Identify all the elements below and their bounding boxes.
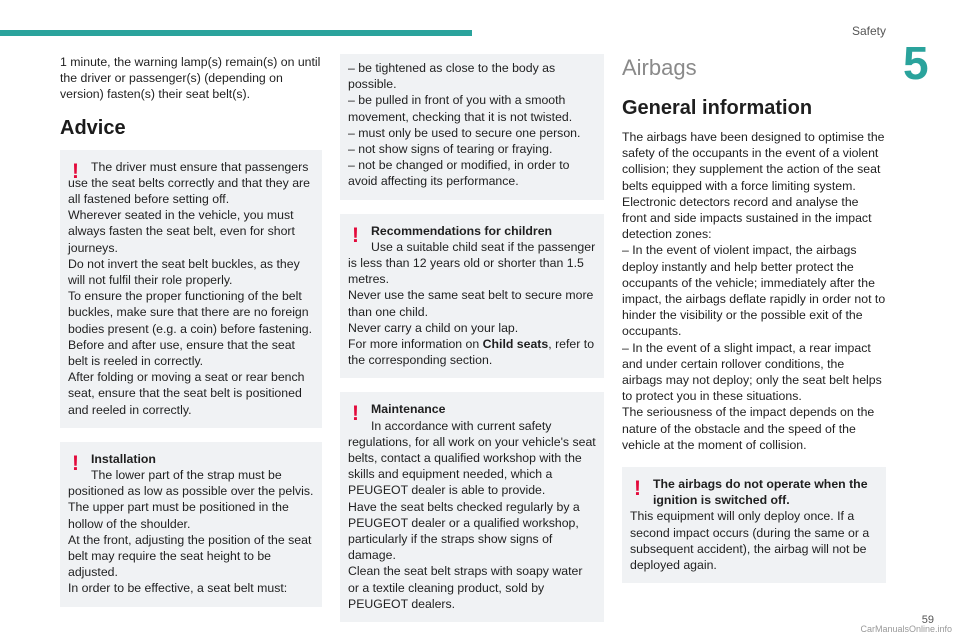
maintenance-line: In accordance with current safety regulations, for all work on your vehicle's seat belts, contact a qualified workshop with the skills and equipment needed, which a PEUGEOT dealer is able to provide.: [348, 418, 596, 498]
advice-heading: Advice: [60, 116, 126, 139]
advice-line: The driver must ensure that passengers use the seat belts correctly and that they are all fastened before setting off.: [68, 159, 310, 207]
installation-line: The upper part must be positioned in the hollow of the shoulder.: [68, 500, 289, 531]
advice-line: To ensure the proper functioning of the belt buckles, make sure that there are no foreign bodies present (e.g. a coin) before fastening.: [68, 289, 313, 336]
header-accent-bar: [0, 30, 472, 36]
requirement-item: – not show signs of tearing or fraying.: [348, 142, 553, 157]
advice-line: Do not invert the seat belt buckles, as they will not fulfil their role properly.: [68, 256, 300, 288]
airbag-warning-title: The airbags do not operate when the ignition is switched off.: [653, 477, 868, 508]
installation-warning-box: [60, 442, 322, 607]
advice-line: Wherever seated in the vehicle, you must always fasten the seat belt, even for short journeys.: [68, 208, 295, 255]
advice-line: After folding or moving a seat or rear bench seat, ensure that the seat belt is positioned and reeled in correctly.: [68, 370, 305, 417]
airbag-warning-line: This equipment will only deploy once. If a second impact occurs (during the same or a subsequent accident), the airbag will not be deployed again.: [630, 509, 870, 573]
column-2: [340, 54, 604, 622]
maintenance-warning-box: [340, 392, 604, 622]
chapter-number: 5: [903, 37, 929, 89]
column-3: [622, 54, 886, 583]
warning-exclamation-icon: !: [352, 402, 359, 426]
requirement-item: – be pulled in front of you with a smooth movement, checking that it is not twisted.: [348, 93, 573, 124]
column-1: [60, 54, 322, 607]
airbag-warning-box: [622, 467, 886, 583]
airbag-paragraph: Electronic detectors record and analyse the front and side impacts sustained in the impact detection zones:: [622, 194, 872, 242]
children-line: Never use the same seat belt to secure more than one child.: [348, 288, 594, 319]
general-information-heading: General information: [622, 97, 813, 119]
advice-warning-box: [60, 150, 322, 428]
seatbelt-requirements-box: [340, 54, 604, 200]
requirement-item: – must only be used to secure one person.: [348, 125, 581, 140]
maintenance-title: Maintenance: [371, 402, 446, 417]
requirement-item: – be tightened as close to the body as possible.: [348, 61, 556, 92]
intro-text: 1 minute, the warning lamp(s) remain(s) on until the driver or passenger(s) (depending on version) fasten(s) their seat belt(s).: [60, 55, 321, 102]
section-name: Safety: [851, 24, 886, 38]
airbag-paragraph: The airbags have been designed to optimise the safety of the occupants in the event of a violent collision; they supplement the action of the seat belts equipped with a force limiting system.: [622, 130, 885, 193]
children-line: Never carry a child on your lap.: [348, 320, 519, 335]
children-ref-pre: For more information on: [348, 337, 483, 352]
maintenance-line: Clean the seat belt straps with soapy water or a textile cleaning product, sold by PEUGEOT dealers.: [348, 564, 583, 611]
children-line: Use a suitable child seat if the passenger is less than 12 years old or shorter than 1.5 metres.: [348, 239, 596, 287]
installation-line: At the front, adjusting the position of the seat belt may require the seat height to be adjusted.: [68, 532, 312, 580]
installation-line: In order to be effective, a seat belt must:: [68, 581, 288, 596]
warning-exclamation-icon: !: [72, 159, 79, 183]
watermark: CarManualsOnline.info: [860, 624, 952, 634]
airbag-paragraph: – In the event of violent impact, the airbags deploy instantly and help better protect the occupants of the vehicle; immediately after the impact, the airbags deflate rapidly in order not to hinder the visibility or the possible exit of the occupants.: [622, 243, 886, 339]
airbag-paragraph: – In the event of a slight impact, a rear impact and under certain rollover conditions, the airbags may not deploy; only the seat belt helps to protect you in these situations.: [622, 340, 882, 404]
children-title: Recommendations for children: [371, 223, 553, 238]
child-seats-link: Child seats: [482, 337, 549, 352]
airbag-paragraph: The seriousness of the impact depends on the nature of the obstacle and the speed of the vehicle at the moment of collision.: [622, 405, 875, 452]
airbags-section-title: Airbags: [622, 55, 697, 80]
page-number: 59: [921, 614, 934, 626]
warning-exclamation-icon: !: [352, 223, 359, 247]
requirement-item: – not be changed or modified, in order to avoid affecting its performance.: [348, 158, 570, 189]
warning-exclamation-icon: !: [634, 477, 641, 501]
warning-exclamation-icon: !: [72, 451, 79, 475]
installation-title: Installation: [91, 451, 156, 466]
maintenance-line: Have the seat belts checked regularly by a PEUGEOT dealer or a qualified workshop, particularly if the straps show signs of damage.: [348, 499, 580, 563]
children-ref-post: , refer to the corresponding section.: [348, 337, 595, 368]
installation-line: The lower part of the strap must be positioned as low as possible over the pelvis.: [68, 468, 314, 499]
children-line: [348, 336, 596, 368]
children-warning-box: [340, 214, 604, 379]
advice-line: Before and after use, ensure that the seat belt is reeled in correctly.: [68, 337, 295, 369]
